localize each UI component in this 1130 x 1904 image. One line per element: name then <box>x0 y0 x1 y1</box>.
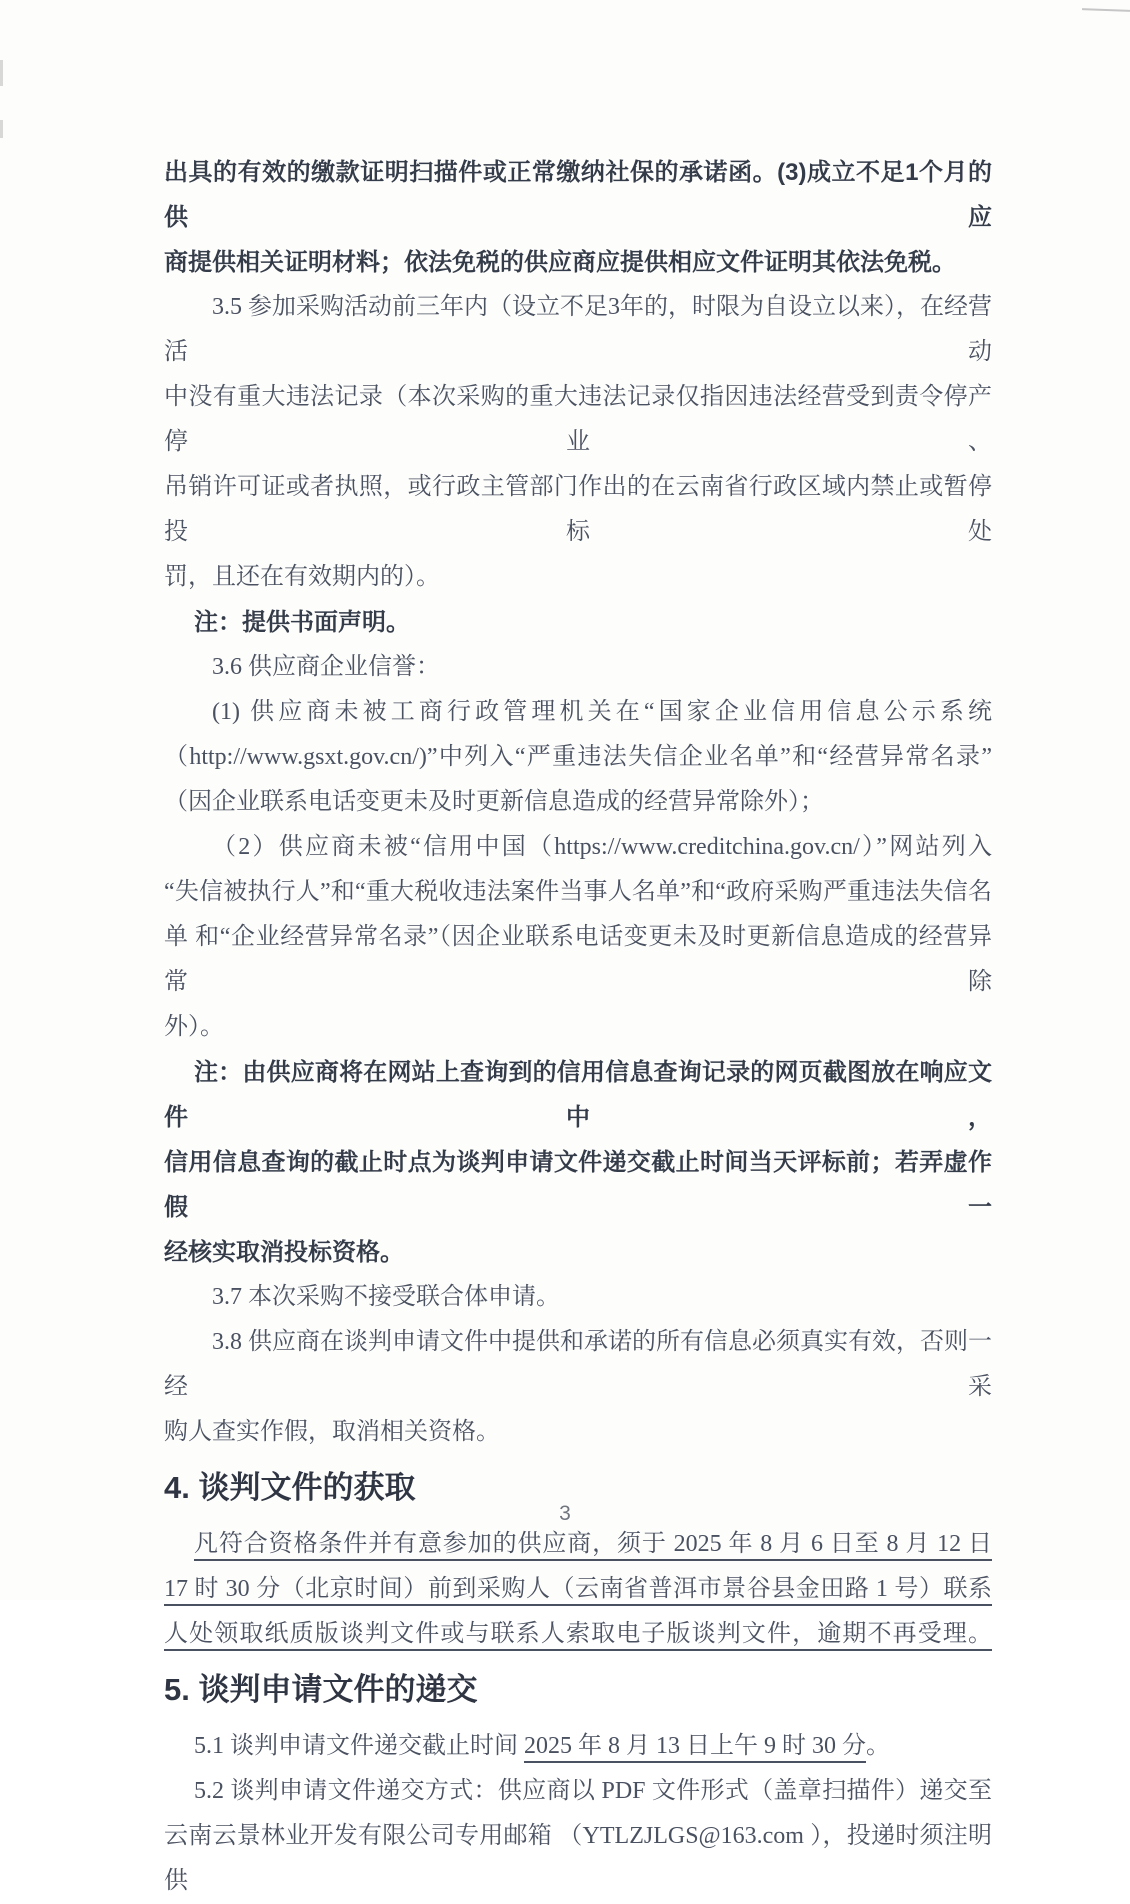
text-line: 吊销许可证或者执照，或行政主管部门作出的在云南省行政区域内禁止或暂停投标处 <box>164 474 992 545</box>
scan-edge-artifact <box>1082 8 1130 12</box>
underlined-line: 凡符合资格条件并有意参加的供应商，须于 2025 年 8 月 6 日至 8 月 12 日 <box>194 1531 992 1557</box>
scan-edge-artifact <box>0 60 3 86</box>
text-line: 云南云景林业开发有限公司专用邮箱 （YTLZJLGS@163.com ），投递时须注明供 <box>164 1823 992 1894</box>
text-line: 单 和“企业经营异常名录”（因企业联系电话变更未及时更新信息造成的经营异常除 <box>164 924 992 995</box>
section-4-heading: 4. 谈判文件的获取 <box>164 1470 416 1505</box>
underlined-line: 人处领取纸质版谈判文件或与联系人索取电子版谈判文件，逾期不再受理。 <box>164 1621 992 1647</box>
section-5-heading: 5. 谈判申请文件的递交 <box>164 1672 478 1707</box>
text-line: 3.7 本次采购不接受联合体申请。 <box>212 1284 560 1310</box>
page-content <box>164 150 992 1904</box>
text-line: 3.8 供应商在谈判申请文件中提供和承诺的所有信息必须真实有效，否则一经采 <box>164 1329 992 1400</box>
note-line: 信用信息查询的截止时点为谈判申请文件递交截止时间当天评标前；若弄虚作假一 <box>164 1149 992 1221</box>
underlined-line: 17 时 30 分（北京时间）前到采购人（云南省普洱市景谷县金田路 1 号）联系 <box>164 1576 992 1602</box>
plain-text: 5.1 谈判申请文件递交截止时间 <box>194 1733 524 1759</box>
text-line: （http://www.gsxt.gov.cn/)”中列入“严重违法失信企业名单”和“经营异常名录” <box>164 744 992 770</box>
text-line: 3.6 供应商企业信誉： <box>212 654 440 680</box>
note-line: 注：提供书面声明。 <box>194 609 410 636</box>
text-line: 罚，且还在有效期内的）。 <box>164 564 440 590</box>
text-line: 中没有重大违法记录（本次采购的重大违法记录仅指因违法经营受到责令停产停业、 <box>164 384 992 455</box>
text-line: (1) 供应商未被工商行政管理机关在“国家企业信用信息公示系统 <box>212 699 992 725</box>
note-line: 出具的有效的缴款证明扫描件或正常缴纳社保的承诺函。(3)成立不足1个月的供应 <box>164 159 992 231</box>
underlined-text: 2025 年 8 月 13 日上午 9 时 30 分 <box>524 1733 866 1759</box>
plain-text: 。 <box>866 1733 890 1759</box>
text-line: （因企业联系电话变更未及时更新信息造成的经营异常除外）； <box>164 789 824 815</box>
text-line <box>164 1724 992 1769</box>
note-line: 注：由供应商将在网站上查询到的信用信息查询记录的网页截图放在响应文件中， <box>164 1059 992 1131</box>
note-line: 商提供相关证明材料；依法免税的供应商应提供相应文件证明其依法免税。 <box>164 249 956 276</box>
text-line: 3.5 参加采购活动前三年内（设立不足3年的，时限为自设立以来），在经营活动 <box>164 294 992 365</box>
text-line: （2）供应商未被“信用中国（https://www.creditchina.gov.cn/）”网站列入 <box>212 834 992 860</box>
text-line: 外）。 <box>164 1014 224 1040</box>
note-line: 经核实取消投标资格。 <box>164 1239 404 1266</box>
scan-edge-artifact <box>0 120 3 138</box>
text-line: 购人查实作假，取消相关资格。 <box>164 1419 500 1445</box>
text-line: “失信被执行人”和“重大税收违法案件当事人名单”和“政府采购严重违法失信名 <box>164 879 992 905</box>
page-number: 3 <box>559 1502 571 1525</box>
text-line: 5.2 谈判申请文件递交方式：供应商以 PDF 文件形式（盖章扫描件）递交至 <box>194 1778 992 1804</box>
